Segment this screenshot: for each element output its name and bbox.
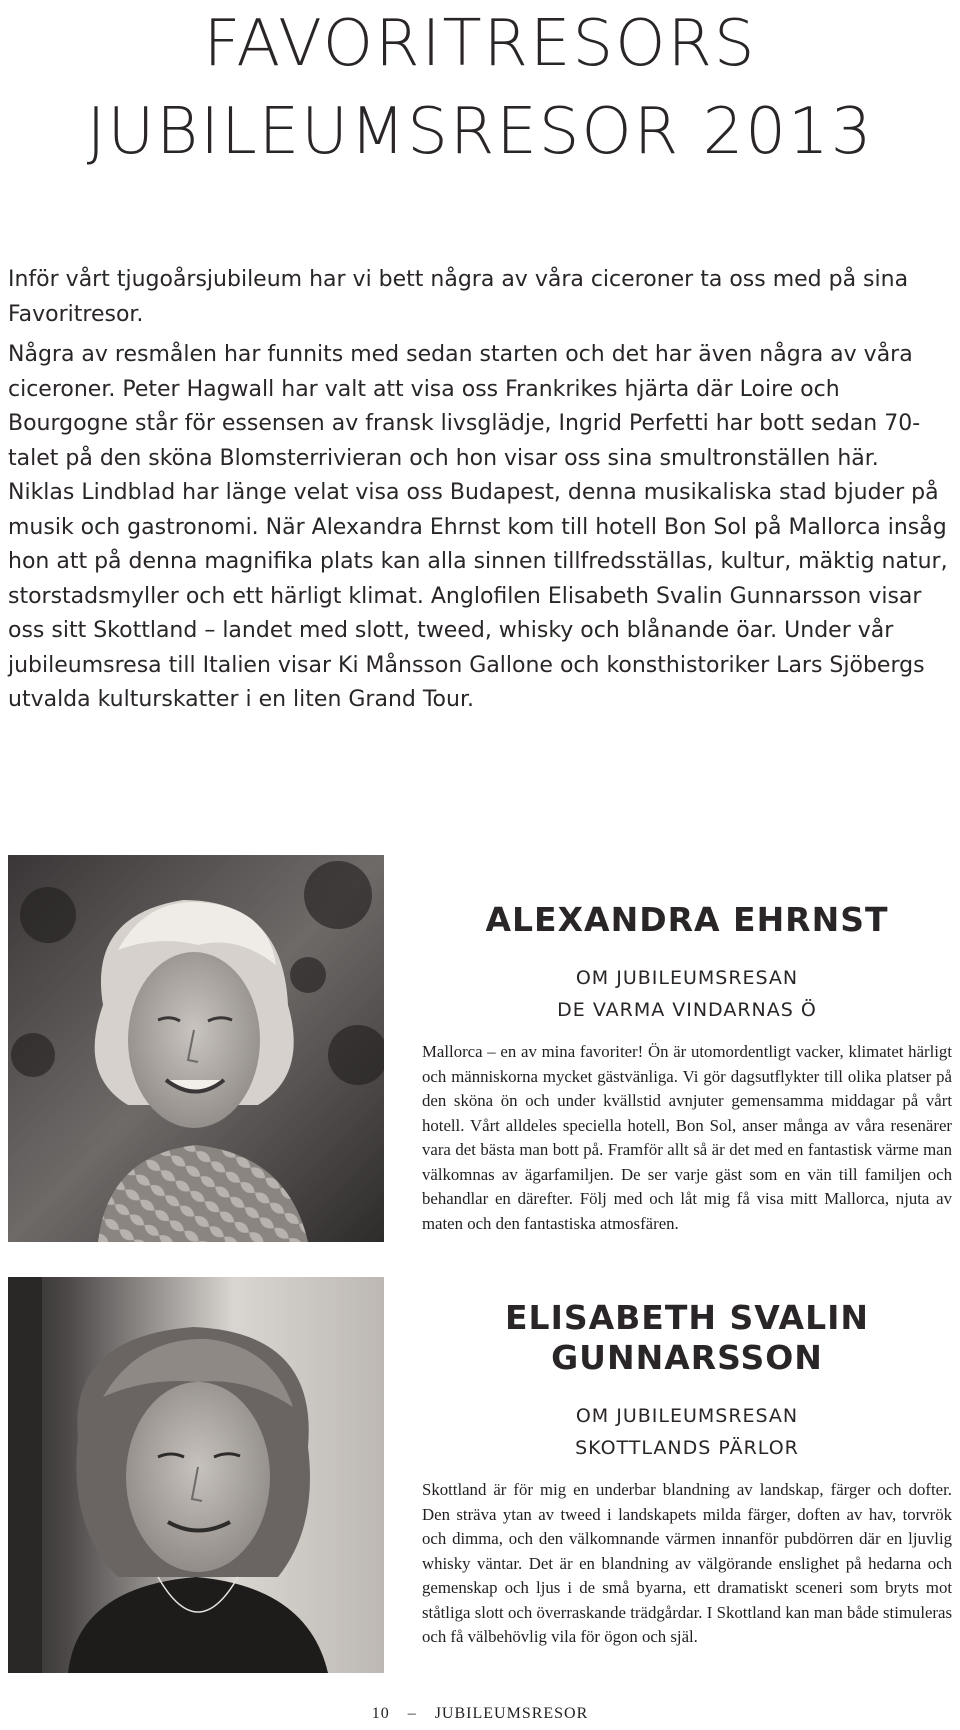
profile-subtitle-line-1: OM JUBILEUMSRESAN xyxy=(575,1405,799,1427)
profile-subtitle-line-1: OM JUBILEUMSRESAN xyxy=(575,967,799,989)
profile-name-line-2: GUNNARSSON xyxy=(551,1338,823,1377)
profile-name xyxy=(422,1298,952,1378)
footer-section-name: JUBILEUMSRESOR xyxy=(434,1705,589,1722)
profile-description: Skottland är för mig en underbar blandning av landskap, färger och dofter. Den sträva ytan av tweed i landskapets milda färger, doften av hav, torvrök och dimma, och den välkomnande värmen innanför pubdörren där en ljuvlig whisky väntar. Det är en blandning av välgörande enslighet på hedarna och gemenskap och ljus i de små byarna, ett dramatiskt sceneri som bryts mot ståtliga slott och överraskande trädgårdar. I Skottland kan man både stimuleras och få välbehövlig vila för ögon och själ. xyxy=(422,1480,952,1646)
footer-dash: – xyxy=(407,1705,417,1722)
portrait-photo-alexandra xyxy=(8,855,384,1242)
profile-subtitle xyxy=(422,962,952,1026)
profile-name-line-1: ELISABETH SVALIN xyxy=(505,1298,869,1337)
page-title-line-1: FAVORITRESORS xyxy=(203,7,757,81)
page-title xyxy=(0,0,960,176)
profile-subtitle xyxy=(422,1400,952,1464)
intro-paragraph-2: Några av resmålen har funnits med sedan starten och det har även några av våra ciceroner. Peter Hagwall har valt att visa oss Frankrikes hjärta där Loire och Bourgogne står för essensen av fransk livsglädje, Ingrid Perfetti har bott sedan 70-talet på den sköna Blomsterrivieran och hon visar oss sina smultronställen här. Niklas Lindblad har länge velat visa oss Budapest, denna musikaliska stad bjuder på musik och gastronomi. När Alexandra Ehrnst kom till hotell Bon Sol på Mallorca insåg hon att på denna magnifika plats kan alla sinnen tillfredsställas, kultur, mäktig natur, storstadsmyller och ett härligt klimat. Anglofilen Elisabeth Svalin Gunnarsson visar oss sitt Skottland – landet med slott, tweed, whisky och blånande öar. Under vår jubileumsresa till Italien visar Ki Månsson Gallone och konsthistoriker Lars Sjöbergs utvalda kulturskatter i en liten Grand Tour. xyxy=(8,342,948,712)
profile-description: Mallorca – en av mina favoriter! Ön är utomordentligt vacker, klimatet härligt och människorna mycket gästvänliga. Vi gör dagsutflykter till olika platser på den sköna ön och under kvällstid avnjuter gemensamma middagar på vårt hotell. Vårt alldeles speciella hotell, Bon Sol, anser många av våra resenärer vara det bästa man bott på. Framför allt så är det med en fantastisk värme man välkomnas av ägarfamiljen. De ser varje gäst som en vän till familjen och behandlar en därefter. Följ med och låt mig få visa mitt Mallorca, njuta av maten och den fantastiska atmosfären. xyxy=(422,1042,952,1233)
profile-subtitle-line-2: DE VARMA VINDARNAS Ö xyxy=(557,999,817,1021)
page-title-line-2: JUBILEUMSRESOR 2013 xyxy=(86,95,874,169)
portrait-elisabeth-illustration xyxy=(8,1277,384,1673)
profile-alexandra-ehrnst xyxy=(422,900,952,1236)
portrait-photo-elisabeth xyxy=(8,1277,384,1673)
intro-paragraph-1: Inför vårt tjugoårsjubileum har vi bett några av våra ciceroner ta oss med på sina Favoritresor. xyxy=(8,267,909,327)
profile-name: ALEXANDRA EHRNST xyxy=(485,900,889,939)
intro-text xyxy=(8,263,948,724)
portrait-alexandra-illustration xyxy=(8,855,384,1242)
profile-elisabeth-svalin-gunnarsson xyxy=(422,1298,952,1650)
page-number: 10 xyxy=(371,1705,390,1722)
profile-subtitle-line-2: SKOTTLANDS PÄRLOR xyxy=(575,1437,799,1459)
page-footer xyxy=(0,1705,960,1723)
